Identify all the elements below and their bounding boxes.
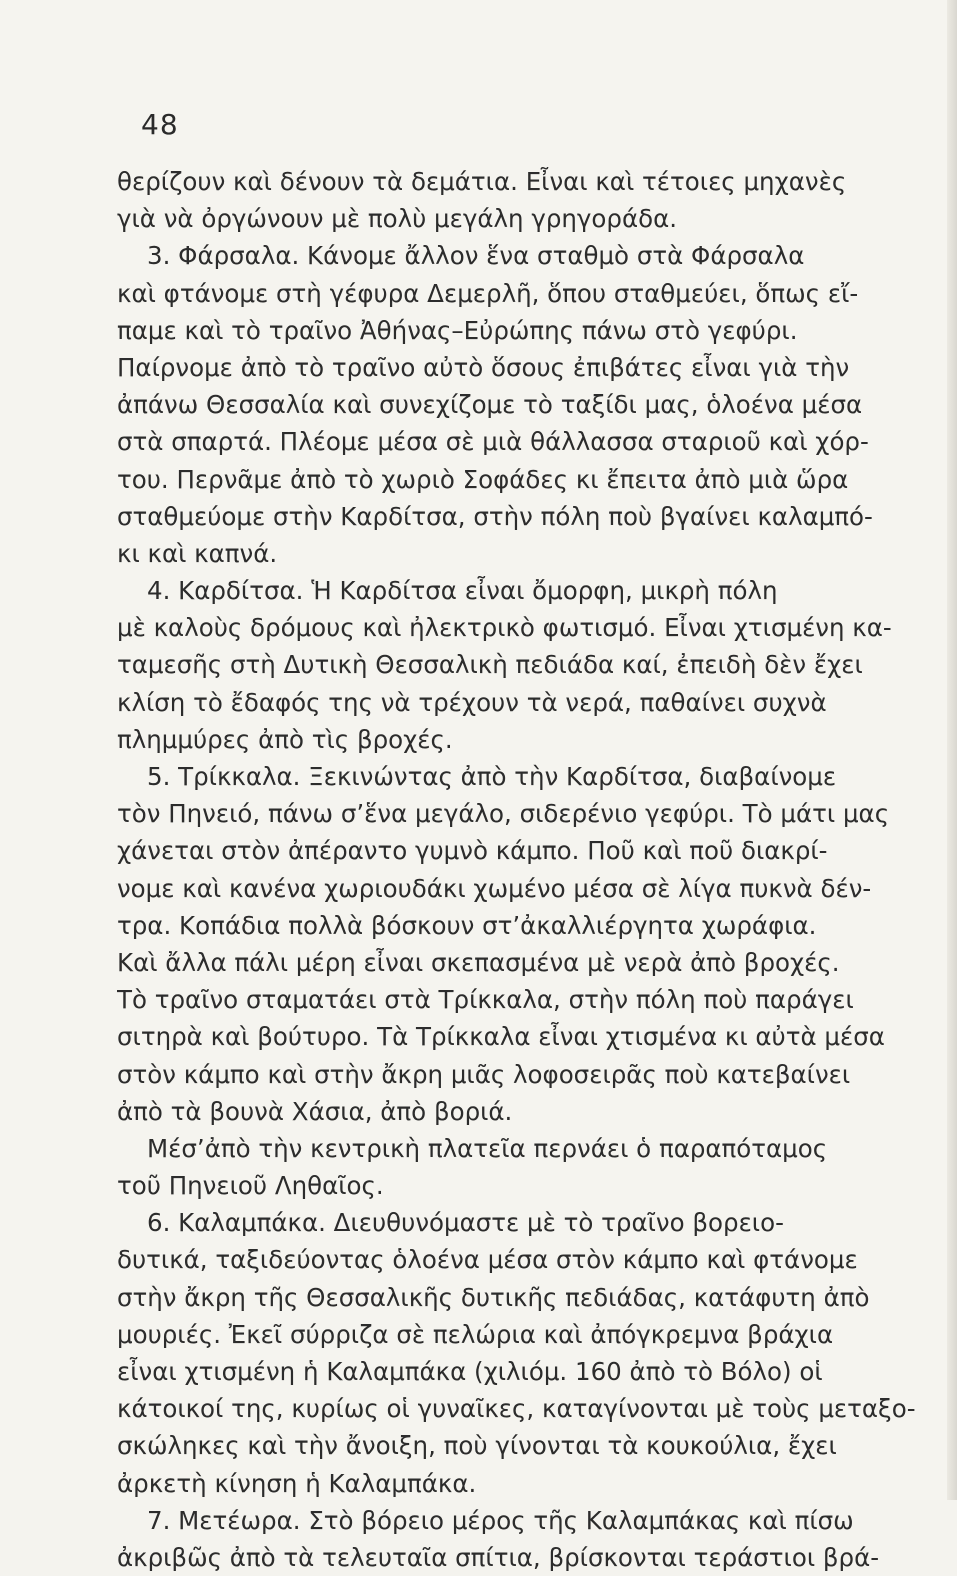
text-line: τὸν Πηνειό, πάνω σ’ἕνα μεγάλο, σιδερένιο γεφύρι. Τὸ μάτι μας — [117, 799, 890, 829]
text-line: ταμεσῆς στὴ Δυτικὴ Θεσσαλικὴ πεδιάδα καί, ἐπειδὴ δὲν ἔχει — [117, 650, 863, 680]
text-line: Τὸ τραῖνο σταματάει στὰ Τρίκκαλα, στὴν πόλη ποὺ παράγει — [117, 985, 854, 1015]
text-line: ἀκριβῶς ἀπὸ τὰ τελευταῖα σπίτια, βρίσκονται τεράστιοι βρά- — [117, 1542, 880, 1572]
page-edge-shadow — [947, 0, 957, 1500]
text-line: δυτικά, ταξιδεύοντας ὁλοένα μέσα στὸν κάμπο καὶ φτάνομε — [117, 1245, 858, 1275]
text-line: Μέσ’ἀπὸ τὴν κεντρικὴ πλατεῖα περνάει ὁ παραπόταμος — [147, 1133, 828, 1163]
text-line: κάτοικοί της, κυρίως οἱ γυναῖκες, καταγίνονται μὲ τοὺς μεταξο- — [117, 1394, 916, 1424]
body-text — [117, 163, 945, 1576]
text-line: χάνεται στὸν ἀπέραντο γυμνὸ κάμπο. Ποῦ καὶ ποῦ διακρί- — [117, 836, 828, 866]
text-line: νομε καὶ κανένα χωριουδάκι χωμένο μέσα σὲ λίγα πυκνὰ δέν- — [117, 873, 872, 903]
text-line: Καὶ ἄλλα πάλι μέρη εἶναι σκεπασμένα μὲ νερὰ ἀπὸ βροχές. — [117, 947, 840, 977]
text-line: ἀπὸ τὰ βουνὰ Χάσια, ἀπὸ βοριά. — [117, 1096, 513, 1126]
text-line: σκώληκες καὶ τὴν ἄνοιξη, ποὺ γίνονται τὰ κουκούλια, ἔχει — [117, 1431, 837, 1461]
text-line: καὶ φτάνομε στὴ γέφυρα Δεμερλῆ, ὅπου σταθμεύει, ὅπως εἴ- — [117, 278, 859, 308]
text-line: Παίρνομε ἀπὸ τὸ τραῖνο αὐτὸ ὅσους ἐπιβάτες εἶναι γιὰ τὴν — [117, 352, 850, 382]
text-line: σταθμεύομε στὴν Καρδίτσα, στὴν πόλη ποὺ βγαίνει καλαμπό- — [117, 501, 873, 531]
text-line: 6. Καλαμπάκα. Διευθυνόμαστε μὲ τὸ τραῖνο βορειο- — [147, 1208, 784, 1238]
text-line: 3. Φάρσαλα. Κάνομε ἄλλον ἕνα σταθμὸ στὰ Φάρσαλα — [147, 241, 805, 271]
text-line: τοῦ Πηνειοῦ Ληθαῖος. — [117, 1171, 384, 1201]
text-line: κλίση τὸ ἔδαφός της νὰ τρέχουν τὰ νερά, παθαίνει συχνὰ — [117, 687, 827, 717]
text-line: του. Περνᾶμε ἀπὸ τὸ χωριὸ Σοφάδες κι ἔπειτα ἀπὸ μιὰ ὥρα — [117, 464, 849, 494]
text-line: γιὰ νὰ ὀργώνουν μὲ πολὺ μεγάλη γρηγοράδα. — [117, 204, 678, 234]
text-line: πλημμύρες ἀπὸ τὶς βροχές. — [117, 724, 453, 754]
text-line: 5. Τρίκκαλα. Ξεκινώντας ἀπὸ τὴν Καρδίτσα, διαβαίνομε — [147, 762, 837, 791]
text-line: στὰ σπαρτά. Πλέομε μέσα σὲ μιὰ θάλλασσα σταριοῦ καὶ χόρ- — [117, 427, 869, 457]
text-line: κι καὶ καπνά. — [117, 538, 278, 568]
text-line: ἀρκετὴ κίνηση ἡ Καλαμπάκα. — [117, 1468, 477, 1498]
text-line: τρα. Κοπάδια πολλὰ βόσκουν στ’ἀκαλλιέργητα χωράφια. — [117, 910, 817, 940]
text-line: στὴν ἄκρη τῆς Θεσσαλικῆς δυτικῆς πεδιάδας, κατάφυτη ἀπὸ — [117, 1282, 870, 1312]
text-line: μὲ καλοὺς δρόμους καὶ ἠλεκτρικὸ φωτισμό. Εἶναι χτισμένη κα- — [117, 613, 892, 643]
text-line: εἶναι χτισμένη ἡ Καλαμπάκα (χιλιόμ. 160 ἀπὸ τὸ Βόλο) οἱ — [117, 1357, 823, 1386]
text-line: μουριές. Ἐκεῖ σύρριζα σὲ πελώρια καὶ ἀπόγκρεμνα βράχια — [117, 1319, 834, 1349]
text-line: θερίζουν καὶ δένουν τὰ δεμάτια. Εἶναι καὶ τέτοιες μηχανὲς — [117, 167, 847, 196]
page-number: 48 — [141, 108, 179, 141]
text-line: 7. Μετέωρα. Στὸ βόρειο μέρος τῆς Καλαμπάκας καὶ πίσω — [147, 1505, 854, 1535]
text-line: παμε καὶ τὸ τραῖνο Ἀθήνας–Εὐρώπης πάνω στὸ γεφύρι. — [117, 315, 798, 345]
text-line: 4. Καρδίτσα. Ἡ Καρδίτσα εἶναι ὄμορφη, μικρὴ πόλη — [147, 576, 778, 606]
text-line: ἀπάνω Θεσσαλία καὶ συνεχίζομε τὸ ταξίδι μας, ὁλοένα μέσα — [117, 390, 863, 420]
text-line: σιτηρὰ καὶ βούτυρο. Τὰ Τρίκκαλα εἶναι χτισμένα κι αὐτὰ μέσα — [117, 1022, 885, 1052]
text-line: στὸν κάμπο καὶ στὴν ἄκρη μιᾶς λοφοσειρᾶς ποὺ κατεβαίνει — [117, 1059, 851, 1089]
